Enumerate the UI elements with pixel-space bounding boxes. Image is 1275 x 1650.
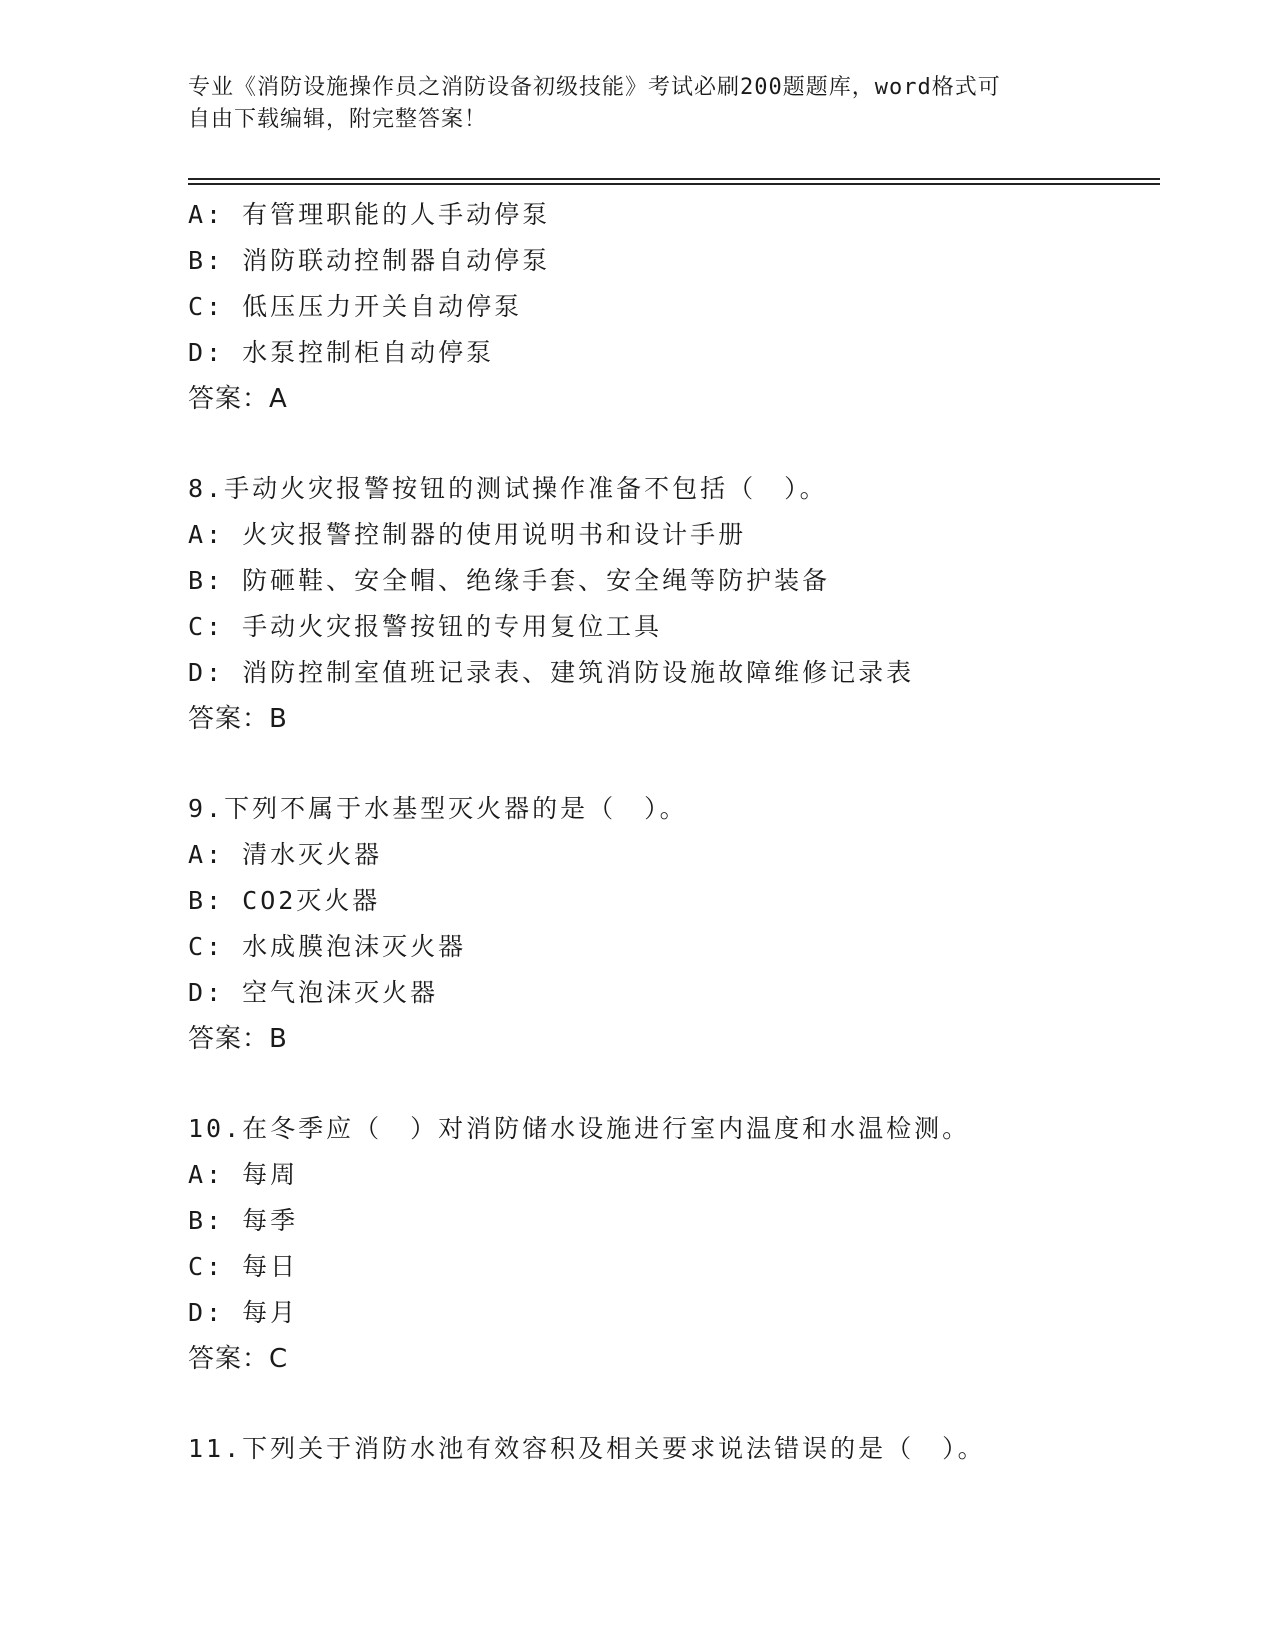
spacer <box>188 422 1188 466</box>
question-11-block <box>188 1426 1188 1472</box>
q10-option-b: B: 每季 <box>188 1206 299 1235</box>
q9-option-d: D: 空气泡沫灭火器 <box>188 978 439 1007</box>
q7-option-a: A: 有管理职能的人手动停泵 <box>188 200 551 229</box>
q10-question: 10.在冬季应（ ）对消防储水设施进行室内温度和水温检测。 <box>188 1114 971 1143</box>
q8-option-b: B: 防砸鞋、安全帽、绝缘手套、安全绳等防护装备 <box>188 566 831 595</box>
spacer <box>188 1062 1188 1106</box>
q9-answer: 答案：B <box>188 1024 288 1054</box>
q9-question: 9.下列不属于水基型灭火器的是（ ）。 <box>188 794 688 823</box>
header-divider-bottom <box>188 183 1160 185</box>
q7-option-d: D: 水泵控制柜自动停泵 <box>188 338 495 367</box>
q9-option-c: C: 水成膜泡沫灭火器 <box>188 932 467 961</box>
header-line-1: 专业《消防设施操作员之消防设备初级技能》考试必刷200题题库，word格式可 <box>188 75 1001 100</box>
question-9-block <box>188 786 1188 1062</box>
q9-option-b: B: CO2灭火器 <box>188 886 381 915</box>
header-line-2: 自由下载编辑，附完整答案！ <box>188 107 488 132</box>
question-10-block <box>188 1106 1188 1382</box>
header-divider-top <box>188 178 1160 180</box>
q7-option-b: B: 消防联动控制器自动停泵 <box>188 246 551 275</box>
q10-option-d: D: 每月 <box>188 1298 299 1327</box>
spacer <box>188 742 1188 786</box>
q8-question: 8.手动火灾报警按钮的测试操作准备不包括（ ）。 <box>188 474 828 503</box>
q10-option-c: C: 每日 <box>188 1252 299 1281</box>
q10-option-a: A: 每周 <box>188 1160 299 1189</box>
q10-answer: 答案：C <box>188 1344 289 1374</box>
q9-option-a: A: 清水灭火器 <box>188 840 383 869</box>
spacer <box>188 1382 1188 1426</box>
q11-question: 11.下列关于消防水池有效容积及相关要求说法错误的是（ ）。 <box>188 1434 986 1463</box>
question-list <box>188 192 1188 1472</box>
q8-option-d: D: 消防控制室值班记录表、建筑消防设施故障维修记录表 <box>188 658 915 687</box>
question-8-block <box>188 466 1188 742</box>
document-header <box>188 72 1088 136</box>
q8-option-a: A: 火灾报警控制器的使用说明书和设计手册 <box>188 520 747 549</box>
q7-option-c: C: 低压压力开关自动停泵 <box>188 292 523 321</box>
question-7-block <box>188 192 1188 422</box>
q8-answer: 答案：B <box>188 704 288 734</box>
q8-option-c: C: 手动火灾报警按钮的专用复位工具 <box>188 612 663 641</box>
q7-answer: 答案：A <box>188 384 288 414</box>
